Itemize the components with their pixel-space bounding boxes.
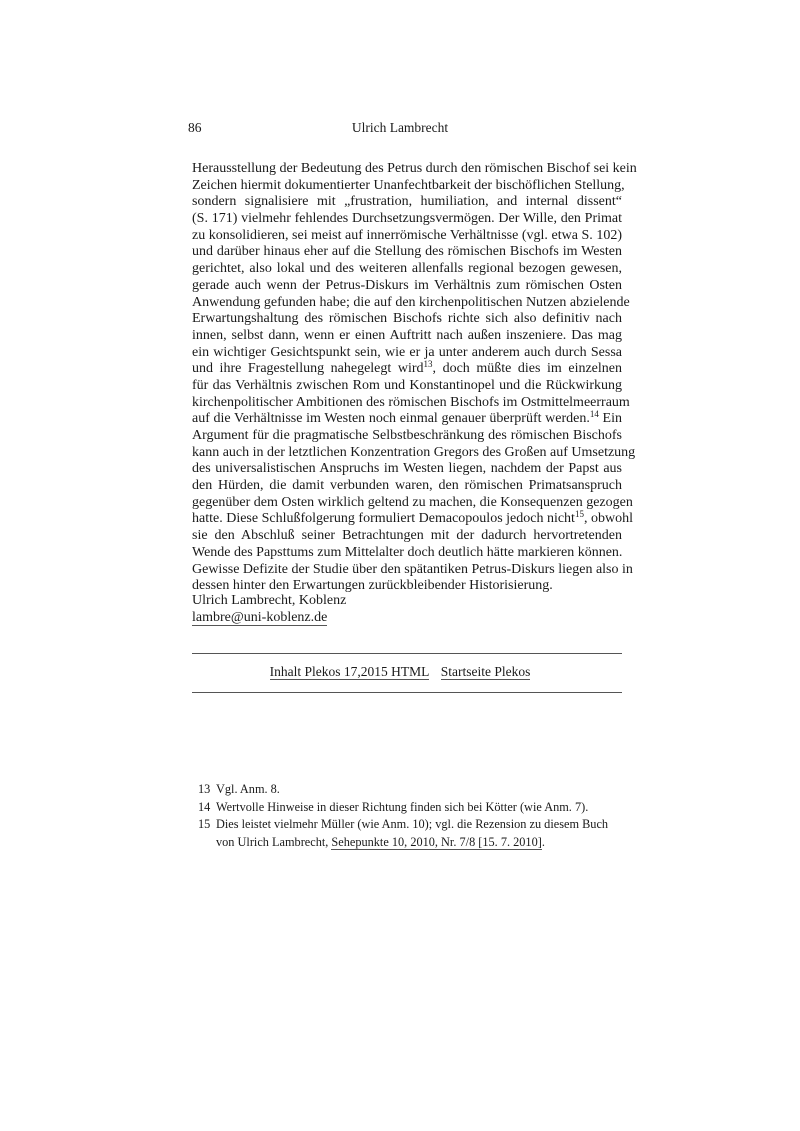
- line-text: gerade auch wenn der Petrus-Diskurs im Verhältnis zum römischen Osten: [192, 277, 622, 293]
- body-line: [192, 444, 636, 462]
- line-text: auf die Verhältnisse im Westen noch einmal genauer überprüft werden.: [192, 411, 590, 427]
- footnote-punct: .: [541, 834, 545, 849]
- line-text: Herausstellung der Bedeutung des Petrus durch den römischen Bischof sei kein: [192, 161, 637, 176]
- body-line: [192, 345, 622, 362]
- author-email-link[interactable]: lambre@uni-koblenz.de: [192, 609, 328, 625]
- footnote-number: 15: [198, 817, 211, 831]
- line-text: den Hürden, die damit verbunden waren, den römischen Primatsanspruch: [192, 478, 622, 494]
- line-text: , doch müßte dies im einzelnen: [432, 361, 622, 377]
- navigation-links: [0, 664, 800, 680]
- line-text: des universalistischen Anspruchs im Westen liegen, nachdem der Papst aus: [192, 461, 622, 477]
- body-line: [192, 194, 622, 211]
- body-line: [192, 411, 622, 428]
- footnote: [198, 799, 628, 817]
- footnote-line: von Ulrich Lambrecht,: [216, 834, 332, 849]
- footnote: [198, 781, 628, 799]
- body-line: [192, 361, 622, 378]
- line-text: gerichtet, also lokal und des weiteren allenfalls regional bezogen gewesen,: [192, 261, 622, 277]
- body-line: [192, 211, 622, 228]
- body-line: [192, 161, 637, 178]
- body-line: [192, 228, 622, 245]
- footnote-number: 14: [198, 799, 211, 814]
- line-text: , obwohl: [583, 511, 633, 527]
- body-line: [192, 294, 630, 312]
- body-line: [192, 461, 622, 478]
- body-line: [192, 545, 622, 562]
- line-text: sie den Abschluß seiner Betrachtungen mit der dadurch hervortretenden: [192, 528, 622, 544]
- body-line: [192, 478, 622, 495]
- body-line: [192, 177, 625, 195]
- line-text: ein wichtiger Gesichtspunkt sein, wie er ja unter anderem auch durch Sessa: [192, 344, 622, 360]
- footnote-number: 13: [198, 782, 211, 796]
- footnote-text: [216, 816, 608, 851]
- body-line: [192, 378, 622, 395]
- line-text: (S. 171) vielmehr fehlendes Durchsetzungsvermögen. Der Wille, den Primat: [192, 211, 622, 227]
- line-text: kann auch in der letztlichen Konzentration Gregors des Großen auf Umsetzung: [192, 444, 636, 460]
- body-line: [192, 311, 622, 328]
- body-line: [192, 428, 622, 445]
- body-text: [192, 161, 637, 595]
- line-text: Gewisse Defizite der Studie über den spätantiken Petrus-Diskurs liegen also in: [192, 561, 633, 577]
- body-line: [192, 261, 622, 278]
- body-line: [192, 278, 622, 295]
- footnote-ref: 14: [589, 409, 599, 420]
- footnote-ref: 15: [574, 509, 584, 520]
- line-text: innen, selbst dann, wenn er einen Auftritt nach außen inszeniere. Das mag: [192, 327, 622, 343]
- body-line: [192, 494, 633, 512]
- line-text: dessen hinter den Erwartungen zurückbleibender Historisierung.: [192, 578, 553, 594]
- home-link[interactable]: Startseite Plekos: [440, 664, 531, 679]
- body-line: [192, 509, 633, 528]
- footnote-text: Wertvolle Hinweise in dieser Richtung finden sich bei Kötter (wie Anm. 7).: [216, 799, 589, 814]
- footnote-line: Dies leistet vielmehr Müller (wie Anm. 10); vgl. die Rezension zu diesem Buch: [216, 817, 609, 831]
- divider: [192, 653, 622, 654]
- line-text: kirchenpolitischer Ambitionen des römischen Bischofs im Ostmittelmeerraum: [192, 394, 630, 410]
- line-text: Ein: [598, 411, 622, 427]
- line-text: hatte. Diese Schlußfolgerung formuliert Demacopoulos jedoch nicht: [192, 511, 575, 527]
- body-line: [192, 394, 630, 412]
- line-text: Anwendung gefunden habe; die auf den kirchenpolitischen Nutzen abzielende: [192, 294, 630, 310]
- line-text: gegenüber dem Osten wirklich geltend zu machen, die Konsequenzen gezogen: [192, 494, 633, 510]
- line-text: Zeichen hiermit dokumentierter Unanfechtbarkeit der bischöflichen Stellung,: [192, 177, 625, 193]
- footnote-ref: 13: [423, 359, 433, 370]
- author-signature: [192, 593, 346, 626]
- line-text: sondern signalisiere mit „frustration, humiliation, and internal dissent“: [192, 194, 622, 210]
- line-text: Argument für die pragmatische Selbstbeschränkung des römischen Bischofs: [192, 428, 622, 443]
- line-text: Erwartungshaltung des römischen Bischofs richte sich also definitiv nach: [192, 311, 622, 327]
- body-line: [192, 328, 622, 345]
- author-name: Ulrich Lambrecht, Koblenz: [192, 593, 347, 608]
- footnote: [198, 816, 628, 851]
- line-text: Wende des Papsttums zum Mittelalter doch deutlich hätte markieren können.: [192, 544, 623, 560]
- line-text: und ihre Fragestellung nahegelegt wird: [192, 361, 424, 377]
- divider: [192, 692, 622, 693]
- footnotes: [198, 781, 628, 851]
- line-text: für das Verhältnis zwischen Rom und Konstantinopel und die Rückwirkung: [192, 377, 622, 393]
- contents-link[interactable]: Inhalt Plekos 17,2015 HTML: [269, 664, 430, 679]
- sehepunkte-link[interactable]: Sehepunkte 10, 2010, Nr. 7/8 [15. 7. 2010]: [331, 834, 542, 849]
- footnote-text: Vgl. Anm. 8.: [216, 782, 280, 796]
- line-text: zu konsolidieren, sei meist auf innerrömische Verhältnisse (vgl. etwa S. 102): [192, 227, 622, 243]
- running-head: Ulrich Lambrecht: [351, 120, 449, 135]
- page-number: 86: [188, 120, 202, 135]
- line-text: und darüber hinaus eher auf die Stellung des römischen Bischofs im Westen: [192, 244, 622, 260]
- body-line: [192, 244, 622, 261]
- body-line: [192, 528, 622, 545]
- body-line: [192, 561, 633, 579]
